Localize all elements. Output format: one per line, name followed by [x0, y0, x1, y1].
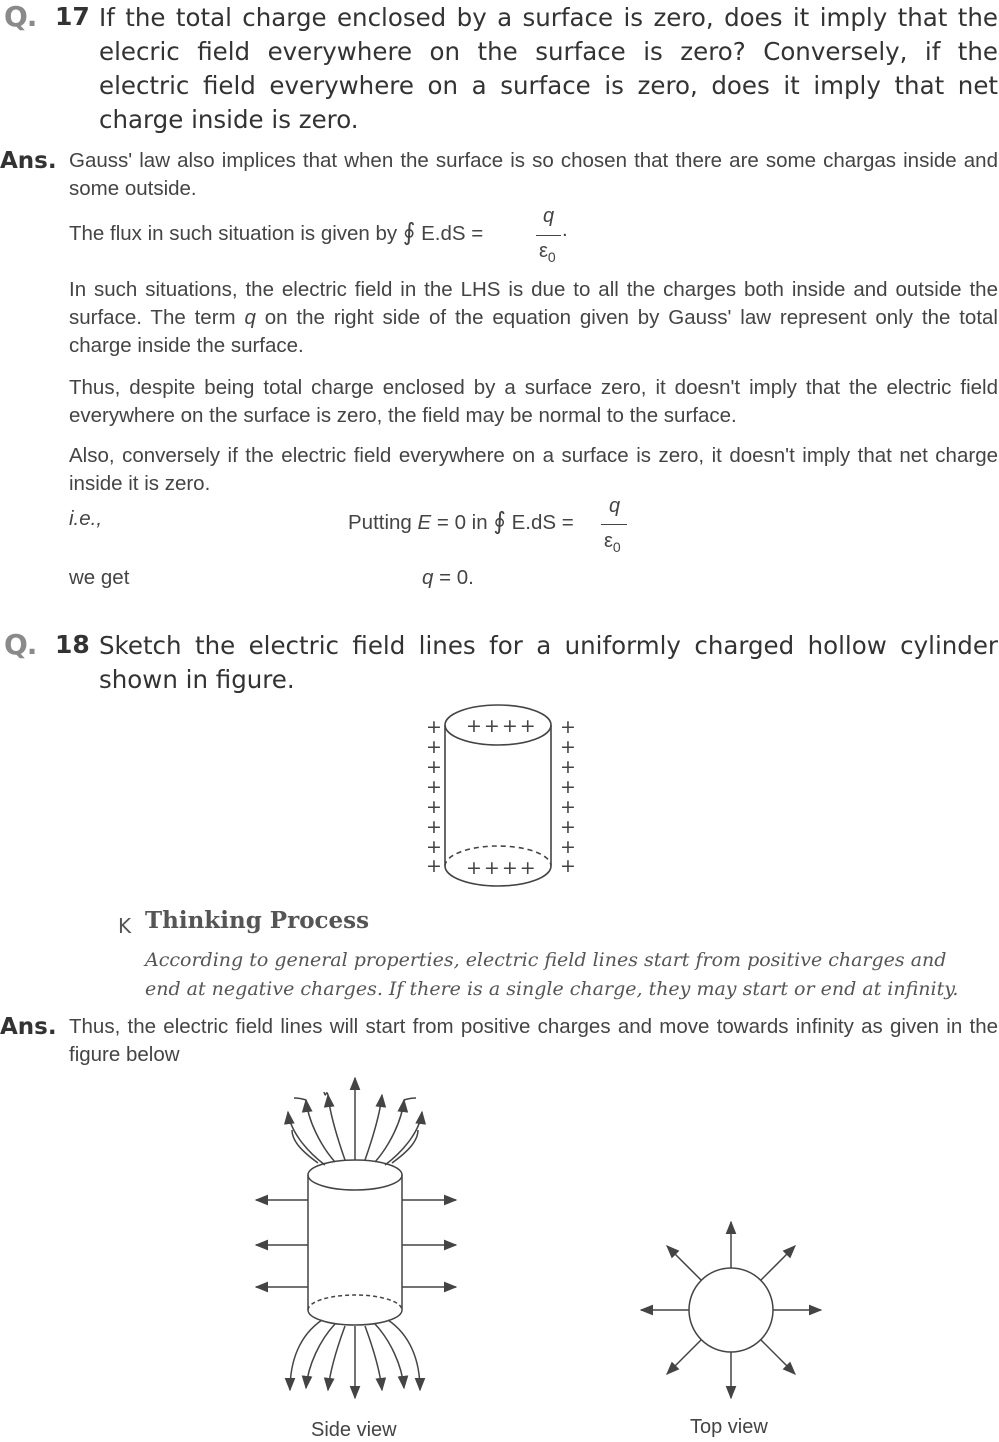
- upward-field-lines: [288, 1078, 422, 1165]
- left-charges: [426, 716, 442, 877]
- answer-label: Ans.: [0, 148, 57, 174]
- svg-text:+: +: [560, 776, 576, 798]
- svg-text:+: +: [426, 776, 442, 798]
- thinking-process-title: Thinking Process: [145, 907, 370, 934]
- integral-symbol: ∮: [493, 507, 506, 535]
- side-view-caption: Side view: [311, 1419, 397, 1441]
- answer-label: Ans.: [0, 1014, 57, 1040]
- we-get-label: we get: [69, 566, 130, 589]
- svg-text:+: +: [426, 756, 442, 778]
- svg-text:+: +: [426, 855, 442, 877]
- side-view-diagram: [256, 1078, 456, 1398]
- thinking-process-icon: K: [118, 914, 132, 938]
- integral-symbol: ∮: [402, 218, 416, 246]
- question-number: 18: [55, 630, 90, 659]
- question-17-text: If the total charge enclosed by a surface is zero, does it imply that the elecric field everywhere on the surface is zero? Conversely, if the electric field everywhere on a surface is zero, does it imply that net charge inside is zero.: [99, 3, 998, 134]
- radial-field-lines: [641, 1222, 821, 1398]
- question-marker: Q.: [4, 628, 37, 661]
- answer-17-paragraph-4: Thus, despite being total charge enclosed by a surface zero, it doesn't imply that the electric field everywhere on the surface is zero, the field may be normal to the surface.: [69, 376, 998, 427]
- svg-text:+: +: [560, 816, 576, 838]
- flux-equation: [69, 218, 483, 246]
- svg-text:+: +: [426, 736, 442, 758]
- svg-text:+: +: [560, 796, 576, 818]
- right-charges: [560, 716, 576, 877]
- sideways-field-lines: [256, 1200, 456, 1287]
- answer-17-paragraph-5: Also, conversely if the electric field everywhere on a surface is zero, it doesn't imply that net charge inside it is zero.: [69, 444, 998, 495]
- svg-text:+: +: [426, 796, 442, 818]
- cylinder-bottom-front: [445, 866, 551, 886]
- side-view-bottom-front: [308, 1310, 402, 1325]
- cylinder-bottom-back: [445, 846, 551, 866]
- fraction-numerator: q: [609, 495, 621, 517]
- svg-text:+: +: [560, 855, 576, 877]
- svg-text:+: +: [426, 836, 442, 858]
- flux-equation-lhs: E.dS =: [421, 222, 484, 245]
- fraction-denominator: $\varepsilon_0$: [604, 530, 621, 555]
- question-number: 17: [55, 2, 90, 31]
- top-view-circle: [689, 1268, 773, 1352]
- question-18-text: Sketch the electric field lines for a uniformly charged hollow cylinder shown in figure.: [99, 631, 998, 694]
- svg-text:+: +: [560, 736, 576, 758]
- svg-text:+: +: [560, 836, 576, 858]
- svg-text:+: +: [560, 716, 576, 738]
- ie-label: i.e.,: [69, 507, 103, 530]
- top-charges: ++++: [466, 715, 538, 737]
- answer-17-paragraph-3: In such situations, the electric field in the LHS is due to all the charges both inside and outside the surface. The term q on the right side of the equation given by Gauss' law represent only the total charge inside the surface.: [69, 278, 998, 357]
- answer-18-text: Thus, the electric field lines will start from positive charges and move towards infinity as given in the figure below: [69, 1015, 998, 1066]
- result-equation: q = 0.: [422, 566, 474, 589]
- top-view-caption: Top view: [690, 1416, 768, 1438]
- thinking-process-text: According to general properties, electric field lines start from positive charges and end at negative charges. If there is a single charge, they may start or end at infinity.: [145, 949, 959, 1000]
- question-marker: Q.: [4, 0, 37, 33]
- side-view-bottom-back: [308, 1295, 402, 1310]
- side-view-top-ellipse: [308, 1160, 402, 1190]
- bottom-charges: ++++: [466, 857, 538, 879]
- answer-17-paragraph-1: Gauss' law also implices that when the surface is so chosen that there are some chargas inside and some outside.: [69, 149, 998, 200]
- downward-field-lines: [290, 1320, 420, 1398]
- flux-equation-prefix: The flux in such situation is given by: [69, 222, 398, 245]
- top-view-diagram: [641, 1222, 821, 1398]
- equation-period: .: [562, 218, 568, 241]
- cylinder-top-ellipse: [445, 705, 551, 745]
- putting-equation: Putting E = 0 in ∮ E.dS =: [348, 507, 574, 535]
- svg-text:+: +: [426, 816, 442, 838]
- svg-text:+: +: [426, 716, 442, 738]
- svg-text:+: +: [560, 756, 576, 778]
- fraction-numerator: q: [543, 205, 555, 227]
- fraction-bar: [536, 235, 561, 236]
- fraction-denominator: $\varepsilon_0$: [539, 240, 556, 265]
- fraction-bar: [601, 524, 627, 525]
